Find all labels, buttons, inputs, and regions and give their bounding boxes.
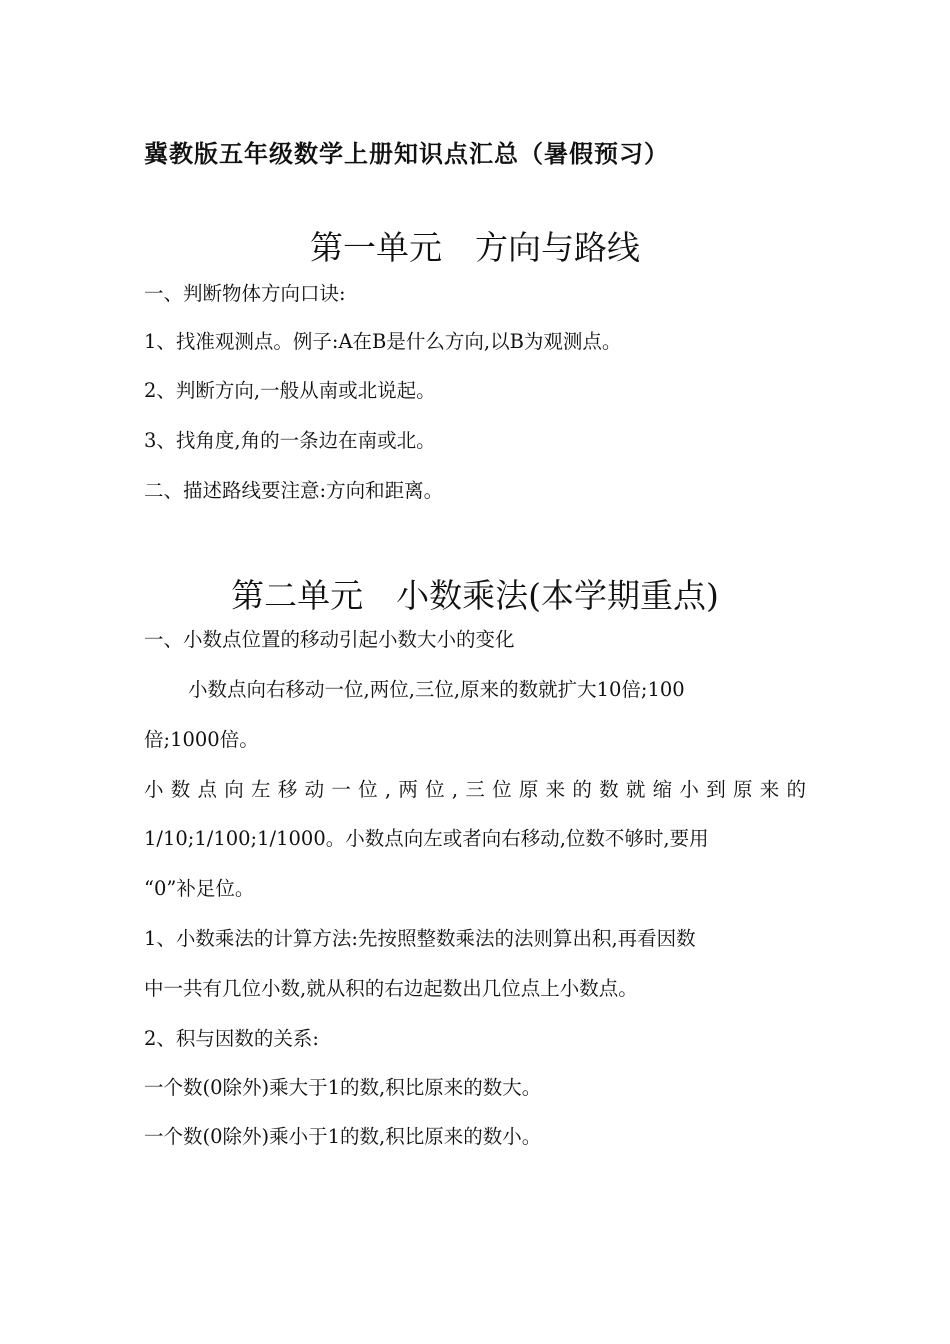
unit2-heading: 第二单元 小数乘法(本学期重点) [231, 576, 719, 615]
unit1-line: 3、找角度,角的一条边在南或北。 [144, 429, 436, 452]
unit2-line: 1、小数乘法的计算方法:先按照整数乘法的法则算出积,再看因数 [144, 927, 696, 950]
unit2-line: 一个数(0除外)乘大于1的数,积比原来的数大。 [144, 1076, 542, 1099]
unit2-line: 一、小数点位置的移动引起小数大小的变化 [144, 628, 515, 651]
unit1-line: 2、判断方向,一般从南或北说起。 [144, 379, 436, 402]
unit2-line: 一个数(0除外)乘小于1的数,积比原来的数小。 [144, 1125, 542, 1148]
document-title: 冀教版五年级数学上册知识点汇总（暑假预习） [144, 139, 669, 168]
unit1-line: 一、判断物体方向口诀: [144, 282, 346, 305]
unit2-line: 2、积与因数的关系: [144, 1027, 319, 1050]
unit1-line: 1、找准观测点。例子:A在B是什么方向,以B为观测点。 [144, 330, 622, 353]
unit2-line: 倍;1000倍。 [144, 728, 259, 751]
unit2-line: 小数点向左移动一位,两位,三位原来的数就缩小到原来的 [144, 778, 806, 801]
unit2-line: 小数点向右移动一位,两位,三位,原来的数就扩大10倍;100 [188, 678, 685, 701]
unit2-line: 1/10;1/100;1/1000。小数点向左或者向右移动,位数不够时,要用 [144, 827, 709, 850]
unit2-line: 中一共有几位小数,就从积的右边起数出几位点上小数点。 [144, 977, 638, 1000]
unit1-line: 二、描述路线要注意:方向和距离。 [144, 479, 444, 502]
unit1-heading: 第一单元 方向与路线 [310, 228, 640, 267]
unit2-line: “0”补足位。 [144, 877, 255, 900]
